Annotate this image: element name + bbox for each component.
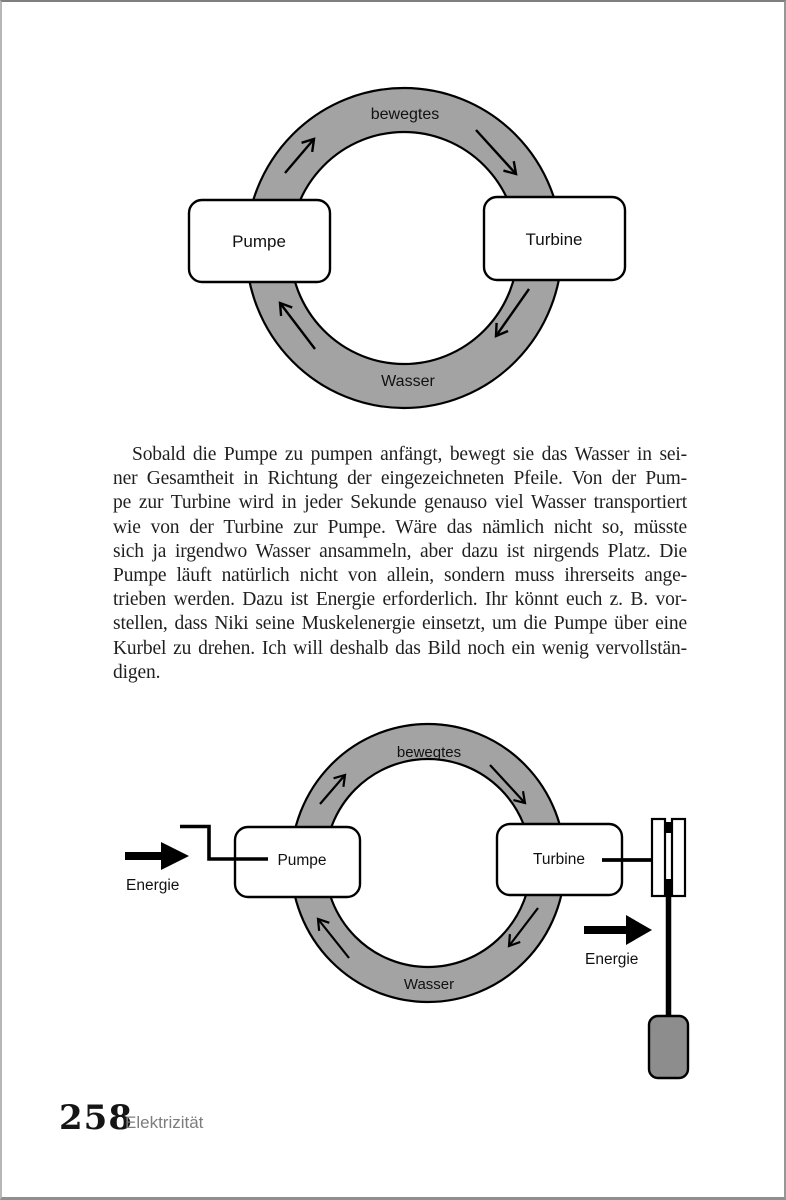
paragraph-line: digen. <box>113 661 161 683</box>
chapter-title: Elektrizität <box>125 1113 204 1132</box>
ring-label-moving-water: bewegtes <box>396 744 462 761</box>
page-number: 258 <box>59 1098 133 1138</box>
body-paragraph <box>113 443 687 685</box>
ring-label-water: Wasser <box>381 373 435 390</box>
paragraph-line: Pumpe läuft natürlich nicht von allein, sondern muss ihrerseits ange- <box>113 565 687 587</box>
pump-box-label: Pumpe <box>277 852 327 869</box>
figure-water-circuit <box>2 2 786 432</box>
turbine-box-label: Turbine <box>525 230 583 249</box>
winch-flange-right <box>672 819 685 896</box>
paragraph-line: Kurbel zu drehen. Ich will deshalb das Bild noch ein wenig vervollstän- <box>113 637 687 659</box>
paragraph-line: stellen, dass Niki seine Muskelenergie einsetzt, um die Pumpe über eine <box>113 613 687 635</box>
energy-out-arrow-icon <box>584 915 652 945</box>
weight-block <box>649 1016 688 1078</box>
paragraph-line: trieben werden. Dazu ist Energie erforderlich. Ihr könnt euch z. B. vor- <box>113 589 687 611</box>
turbine-box-label: Turbine <box>533 851 585 868</box>
paragraph-line: sich ja irgendwo Wasser ansammeln, aber dazu ist nirgends Platz. Die <box>113 540 687 562</box>
pump-box-label: Pumpe <box>232 232 286 251</box>
ring-label-water: Wasser <box>403 976 455 993</box>
paragraph-line: wie von der Turbine zur Pumpe. Wäre das nämlich nicht so, müsste <box>113 516 687 538</box>
energy-in-label: Energie <box>126 877 180 894</box>
paragraph-line: pe zur Turbine wird in jeder Sekunde genauso viel Wasser transportiert <box>113 492 687 514</box>
energy-out-label: Energie <box>585 951 639 968</box>
paragraph-line: Sobald die Pumpe zu pumpen anfängt, bewegt sie das Wasser in sei- <box>132 444 687 465</box>
figure-water-circuit-with-energy <box>2 702 786 1097</box>
energy-in-arrow-icon <box>125 842 189 870</box>
ring-label-moving-water: bewegtes <box>370 106 440 123</box>
winch-flange-left <box>652 819 665 896</box>
paragraph-line: ner Gesamtheit in Richtung der eingezeichneten Pfeile. Von der Pum- <box>113 468 687 490</box>
